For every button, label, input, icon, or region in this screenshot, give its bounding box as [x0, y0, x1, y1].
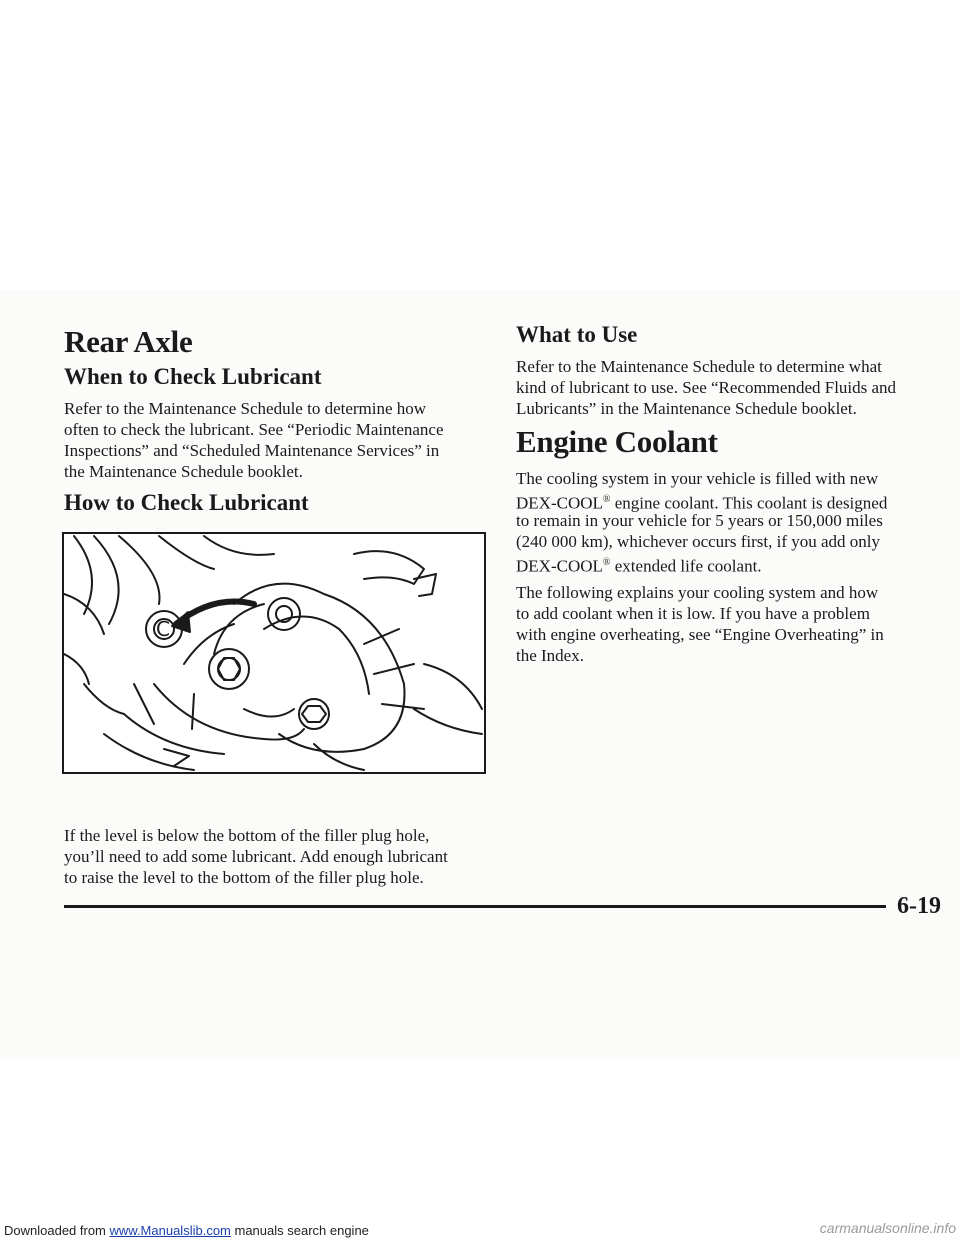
- text-line: The cooling system in your vehicle is filled with new: [516, 469, 879, 488]
- text-line: you’ll need to add some lubricant. Add enough lubricant: [64, 847, 448, 866]
- footer-suffix: manuals search engine: [230, 1223, 369, 1238]
- text-line: Inspections” and “Scheduled Maintenance Services” in: [64, 441, 440, 460]
- text-line: (240 000 km), whichever occurs first, if you add only: [516, 532, 880, 551]
- registered-mark: ®: [602, 557, 611, 568]
- text-line: the Index.: [516, 646, 584, 665]
- registered-mark: ®: [602, 494, 611, 505]
- footer-prefix: Downloaded from: [4, 1223, 110, 1238]
- text-line: If the level is below the bottom of the filler plug hole,: [64, 826, 430, 845]
- page-number: 6-19: [897, 893, 941, 919]
- text-line: Refer to the Maintenance Schedule to determine how: [64, 399, 427, 418]
- text-line: Lubricants” in the Maintenance Schedule booklet.: [516, 399, 857, 418]
- text-line: The following explains your cooling system and how: [516, 583, 879, 602]
- text-line: often to check the lubricant. See “Periodic Maintenance: [64, 420, 444, 439]
- section-title-rear-axle: Rear Axle: [64, 324, 193, 359]
- subsection-title-when-to-check: When to Check Lubricant: [64, 364, 322, 389]
- text-line: Refer to the Maintenance Schedule to determine what: [516, 357, 882, 376]
- subsection-title-what-to-use: What to Use: [516, 322, 638, 347]
- product-name: DEX-COOL: [516, 556, 603, 576]
- text-line: [516, 552, 762, 577]
- rear-axle-illustration: [62, 532, 486, 774]
- watermark: carmanualsonline.info: [819, 1220, 956, 1236]
- text-line: kind of lubricant to use. See “Recommended Fluids and: [516, 378, 897, 397]
- text-line: to raise the level to the bottom of the filler plug hole.: [64, 868, 424, 887]
- footer-rule: [64, 905, 886, 908]
- text-line: with engine overheating, see “Engine Overheating” in: [516, 625, 884, 644]
- manualslib-link[interactable]: www.Manualslib.com: [109, 1223, 231, 1238]
- text-line: to add coolant when it is low. If you have a problem: [516, 604, 870, 623]
- subsection-title-how-to-check: How to Check Lubricant: [64, 490, 309, 515]
- download-footer: [4, 1223, 369, 1238]
- text-line: the Maintenance Schedule booklet.: [64, 462, 303, 481]
- section-title-engine-coolant: Engine Coolant: [516, 424, 718, 459]
- text-fragment: extended life coolant.: [610, 556, 762, 576]
- text-line: to remain in your vehicle for 5 years or 150,000 miles: [516, 511, 883, 530]
- svg-text:C: C: [156, 617, 170, 641]
- product-name: DEX-COOL: [516, 493, 603, 513]
- text-fragment: engine coolant. This coolant is designed: [610, 493, 888, 513]
